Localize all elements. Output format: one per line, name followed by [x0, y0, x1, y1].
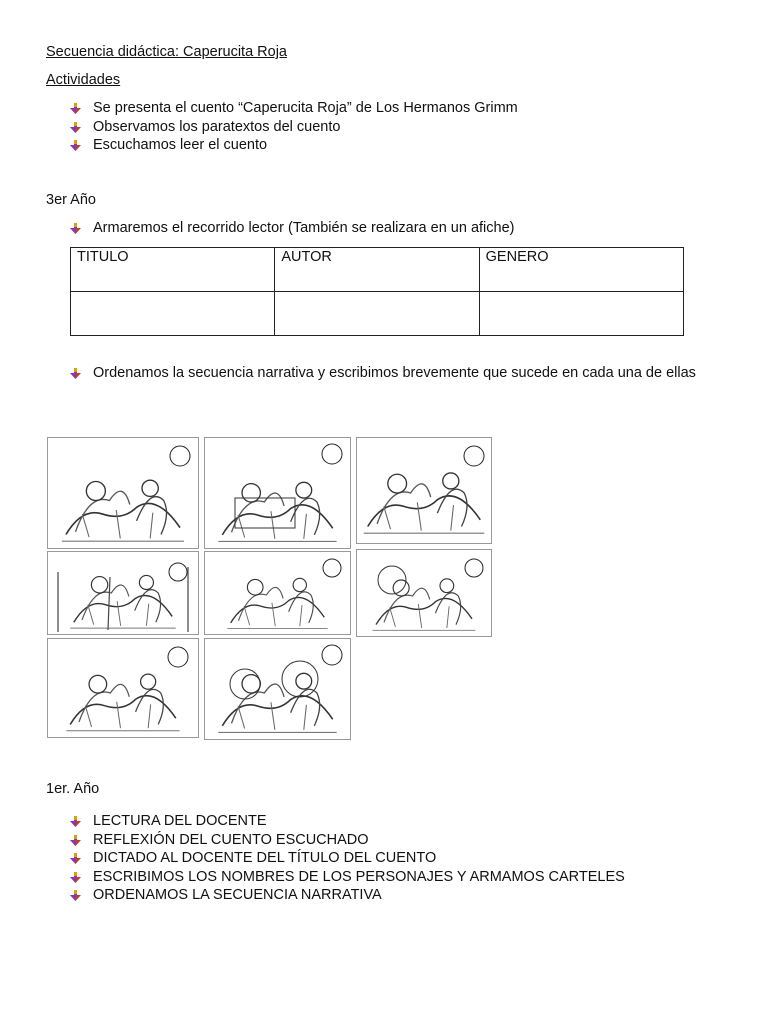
first-year-list [68, 812, 625, 905]
list-item: Armaremos el recorrido lector (También se realizara en un afiche) [68, 219, 514, 238]
girl-picking-flowers-illustration [356, 549, 492, 637]
list-item: ORDENAMOS LA SECUENCIA NARRATIVA [68, 886, 625, 905]
arrow-bullet-icon [70, 122, 81, 133]
table-header-cell: GENERO [479, 248, 683, 292]
arrow-bullet-icon [70, 872, 81, 883]
table-row [71, 292, 684, 336]
table-cell[interactable] [479, 292, 683, 336]
number-circle [322, 444, 342, 464]
number-circle [323, 559, 341, 577]
table-header-row [71, 248, 684, 292]
wolf-and-girl-illustration [47, 437, 199, 549]
arrow-bullet-icon [70, 835, 81, 846]
arrow-bullet-icon [70, 890, 81, 901]
table-cell[interactable] [275, 292, 479, 336]
list-item: ESCRIBIMOS LOS NOMBRES DE LOS PERSONAJES Y ARMAMOS CARTELES [68, 868, 625, 887]
reading-path-table [70, 247, 684, 336]
table-cell[interactable] [71, 292, 275, 336]
arrow-bullet-icon [70, 103, 81, 114]
number-circle [168, 647, 188, 667]
list-item: Se presenta el cuento “Caperucita Roja” de Los Hermanos Grimm [68, 99, 518, 118]
sequence-list [68, 364, 733, 382]
list-item: Escuchamos leer el cuento [68, 136, 518, 155]
activities-list [68, 99, 518, 155]
reading-path-list [68, 219, 514, 238]
grandmother-in-bed-illustration [204, 437, 351, 549]
forest-illustration [47, 551, 199, 635]
wolf-meets-girl-illustration [356, 437, 492, 544]
arrow-bullet-icon [70, 368, 81, 379]
arrow-bullet-icon [70, 816, 81, 827]
table-header-cell: TITULO [71, 248, 275, 292]
number-circle [465, 559, 483, 577]
number-circle [170, 446, 190, 466]
mother-gives-basket-illustration [204, 551, 351, 635]
list-item: DICTADO AL DOCENTE DEL TÍTULO DEL CUENTO [68, 849, 625, 868]
arrow-bullet-icon [70, 140, 81, 151]
list-item: Observamos los paratextos del cuento [68, 118, 518, 137]
table-header-cell: AUTOR [275, 248, 479, 292]
hunter-and-wolf-illustration [47, 638, 199, 738]
list-item: LECTURA DEL DOCENTE [68, 812, 625, 831]
document-title: Secuencia didáctica: Caperucita Roja [46, 44, 287, 60]
arrow-bullet-icon [70, 223, 81, 234]
list-item: REFLEXIÓN DEL CUENTO ESCUCHADO [68, 831, 625, 850]
arrow-bullet-icon [70, 853, 81, 864]
girl-with-grandmother-illustration [204, 638, 351, 740]
number-circle [322, 645, 342, 665]
third-year-heading: 3er Año [46, 192, 96, 208]
activities-heading: Actividades [46, 72, 121, 88]
number-circle [464, 446, 484, 466]
list-item: Ordenamos la secuencia narrativa y escribimos brevemente que sucede en cada una de ellas [68, 364, 733, 382]
number-circle [169, 563, 187, 581]
first-year-heading: 1er. Año [46, 781, 100, 797]
